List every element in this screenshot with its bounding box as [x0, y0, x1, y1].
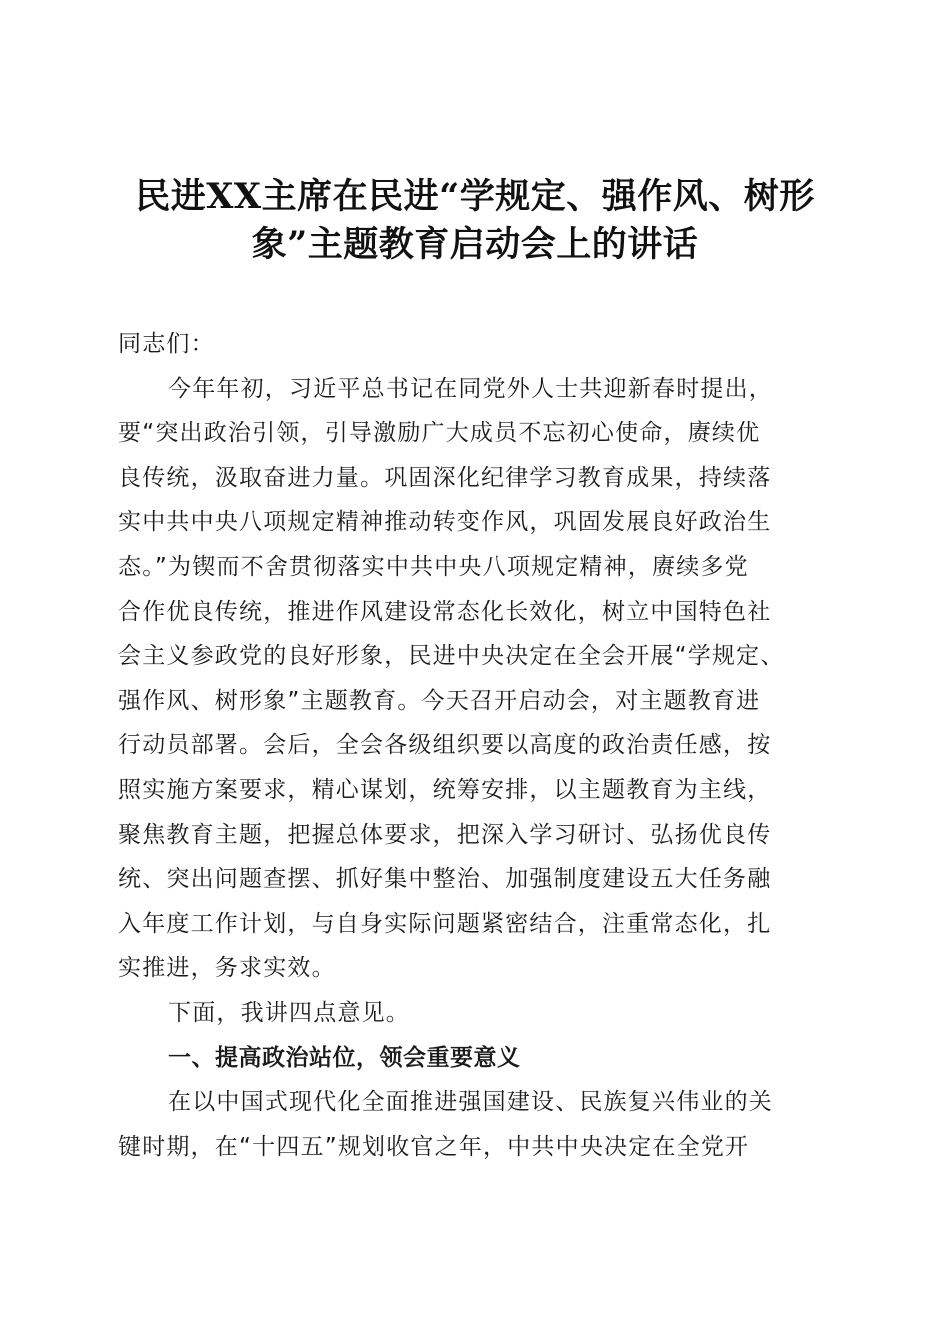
- paragraph-line: 实中共中央八项规定精神推动转变作风，巩固发展良好政治生: [118, 509, 772, 536]
- section-heading: 一、提高政治站位，领会重要意义: [168, 1044, 521, 1071]
- paragraph-line: 统、突出问题查摆、抓好集中整治、加强制度建设五大任务融: [118, 866, 772, 893]
- paragraph-intro: 下面，我讲四点意见。: [168, 999, 410, 1026]
- title-line-2: 象”主题教育启动会上的讲话: [251, 224, 699, 265]
- paragraph-line: 实推进，务求实效。: [118, 955, 336, 982]
- paragraph-line: 态。”为锲而不舍贯彻落实中共中央八项规定精神，赓续多党: [118, 553, 749, 580]
- document-title: [110, 173, 840, 269]
- paragraph-line: 聚焦教育主题，把握总体要求，把深入学习研讨、弘扬优良传: [118, 821, 772, 848]
- paragraph-line: 会主义参政党的良好形象，民进中央决定在全会开展“学规定、: [118, 643, 785, 670]
- paragraph-line: 键时期，在“十四五”规划收官之年，中共中央决定在全党开: [118, 1133, 750, 1160]
- paragraph-line: 良传统，汲取奋进力量。巩固深化纪律学习教育成果，持续落: [118, 464, 772, 491]
- paragraph-line: 行动员部署。会后，全会各级组织要以高度的政治责任感，按: [118, 732, 772, 759]
- paragraph-line: 强作风、树形象”主题教育。今天召开启动会，对主题教育进: [118, 687, 761, 714]
- paragraph-line: 要“突出政治引领，引导激励广大成员不忘初心使命，赓续优: [118, 420, 761, 447]
- paragraph-line: 在以中国式现代化全面推进强国建设、民族复兴伟业的关: [168, 1089, 773, 1116]
- document-body: [118, 322, 838, 1169]
- title-line-1: 民进XX主席在民进“学规定、强作风、树形: [135, 176, 815, 217]
- salutation: 同志们：: [118, 331, 215, 357]
- paragraph-line: 入年度工作计划，与自身实际问题紧密结合，注重常态化，扎: [118, 910, 772, 937]
- paragraph-line: 今年年初，习近平总书记在同党外人士共迎新春时提出，: [168, 375, 773, 402]
- paragraph-line: 照实施方案要求，精心谋划，统筹安排，以主题教育为主线，: [118, 776, 772, 803]
- paragraph-line: 合作优良传统，推进作风建设常态化长效化，树立中国特色社: [118, 598, 772, 625]
